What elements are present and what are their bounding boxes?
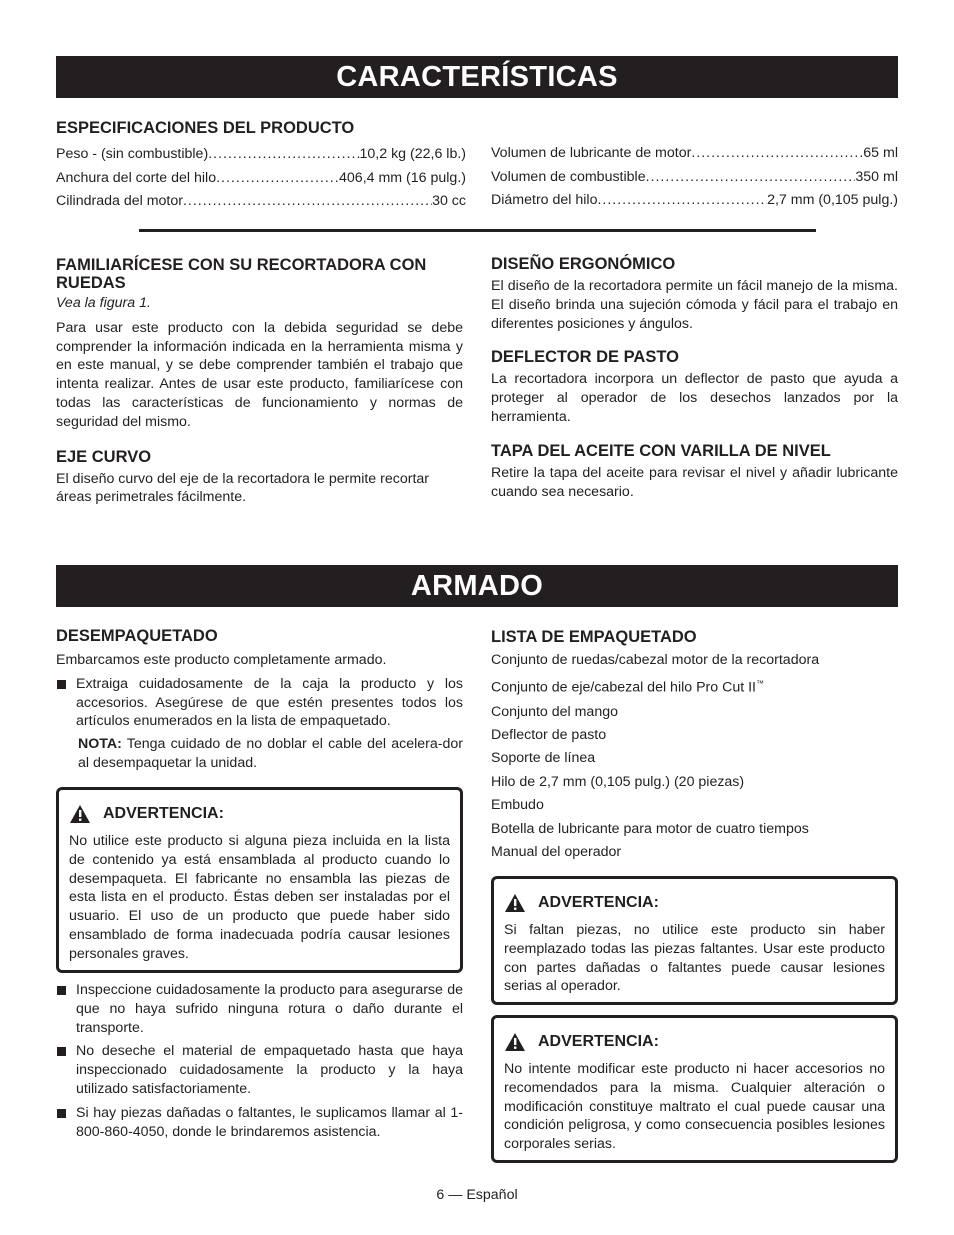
list-item: Botella de lubricante para motor de cuatro tiempos	[491, 820, 809, 837]
list-item: Embudo	[491, 797, 544, 814]
warning-body: No intente modificar este producto ni hacer accesorios no recomendados para la misma. Cualquier alteración o modificación constituye maltrato el cual puede causar una condición peligrosa, y como consecuencia posibles lesiones corporales serias.	[504, 1061, 885, 1153]
spec-leader	[216, 167, 339, 191]
eje-curvo-body: El diseño curvo del eje de la recortadora le permite recortar áreas perimetrales fácilmente.	[56, 470, 430, 506]
warning-header	[504, 893, 885, 913]
tapa-body: Retire la tapa del aceite para revisar el nivel y añadir lubricante cuando sea necesario.	[491, 464, 898, 500]
list-item	[56, 981, 463, 1037]
bullet-square-icon	[57, 1109, 66, 1118]
spec-row	[491, 142, 898, 166]
warning-triangle-icon	[504, 1032, 526, 1052]
deflector-heading: DEFLECTOR DE PASTO	[491, 348, 679, 367]
specs-heading: ESPECIFICACIONES DEL PRODUCTO	[56, 119, 355, 137]
spec-label: Volumen de combustible	[491, 168, 646, 185]
lista-heading: LISTA DE EMPAQUETADO	[491, 628, 697, 646]
deflector-body: La recortadora incorpora un deflector de pasto que ayuda a proteger al operador de los desechos lanzados por la herramienta.	[491, 371, 898, 425]
desempaquetado-intro: Embarcamos este producto completamente armado.	[56, 652, 387, 668]
spec-label: Anchura del corte del hilo	[56, 169, 217, 186]
spec-row	[56, 190, 466, 214]
spec-value: 350 ml	[855, 168, 898, 185]
desempaquetado-bullets	[56, 981, 463, 1141]
list-item-text: Conjunto de eje/cabezal del hilo Pro Cut II	[491, 680, 756, 697]
warning-box	[491, 876, 898, 1005]
warning-header	[69, 804, 450, 824]
bullet-text: Inspeccione cuidadosamente la producto para asegurarse de que no haya sufrido ninguna rotura o daño durante el transporte.	[76, 982, 463, 1036]
desempaquetado-heading: DESEMPAQUETADO	[56, 627, 218, 645]
spec-label: Diámetro del hilo	[491, 192, 598, 208]
section-divider	[139, 229, 816, 232]
spec-value: 2,7 mm (0,105 pulg.)	[767, 192, 898, 208]
figure-reference: Vea la figura 1.	[56, 295, 151, 311]
spec-leader	[208, 143, 359, 167]
diseno-body: El diseño de la recortadora permite un fácil manejo de la misma. El diseño brinda una sujeción cómoda y fácil para el trabajo en diferentes posiciones y ángulos.	[491, 278, 898, 332]
warning-header	[504, 1032, 885, 1052]
spec-value: 30 cc	[432, 193, 466, 209]
caracteristicas-banner: CARACTERÍSTICAS	[56, 56, 898, 98]
eje-curvo-heading: EJE CURVO	[56, 447, 152, 466]
spec-leader	[646, 166, 856, 190]
list-item: Deflector de pasto	[491, 726, 607, 743]
warning-triangle-icon	[504, 893, 526, 913]
page-footer: 6 — Español	[436, 1187, 518, 1203]
warning-label: ADVERTENCIA:	[103, 805, 224, 822]
warning-body: Si faltan piezas, no utilice este producto sin haber reemplazado todas las piezas faltantes. Usar este producto con partes dañadas o faltantes puede causar lesiones serias al operador.	[504, 922, 885, 995]
spec-row	[56, 167, 466, 191]
nota-body: Tenga cuidado de no doblar el cable del acelera-dor al desempaquetar la unidad.	[78, 736, 464, 771]
list-item: Conjunto del mango	[491, 703, 618, 720]
list-item: Manual del operador	[491, 843, 622, 860]
spec-leader	[183, 190, 432, 214]
spec-row	[491, 189, 898, 213]
nota-label: NOTA:	[78, 736, 122, 753]
armado-banner: ARMADO	[56, 565, 898, 607]
features-right-column	[491, 255, 898, 501]
spec-row	[491, 166, 898, 190]
bullet-text: No deseche el material de empaquetado hasta que haya inspeccionado cuidadosamente la producto y la haya utilizado satisfactoriamente.	[76, 1043, 463, 1097]
familiarice-heading: FAMILIARÍCESE CON SU RECORTADORA CON RUEDAS	[56, 256, 427, 292]
lista-section	[491, 628, 898, 864]
list-item: Soporte de línea	[491, 750, 596, 767]
bullet-text: Si hay piezas dañadas o faltantes, le suplicamos llamar al 1-800-860-4050, donde le brindaremos asistencia.	[76, 1104, 463, 1140]
features-left-column	[56, 256, 463, 507]
warning-label: ADVERTENCIA:	[538, 1033, 659, 1050]
trademark-mark: ™	[756, 679, 764, 689]
list-item	[56, 675, 463, 731]
bullet-square-icon	[57, 986, 66, 995]
list-item: Hilo de 2,7 mm (0,105 pulg.) (20 piezas)	[491, 773, 745, 790]
familiarice-body: Para usar este producto con la debida seguridad se debe comprender la información indicada en la herramienta misma y en este manual, y se debe comprender también el trabajo que intenta realizar. Antes de usar este producto, familiarícese con todas las características de funcionamiento y normas de seguridad del mismo.	[56, 319, 463, 430]
warning-triangle-icon	[69, 804, 91, 824]
list-item	[491, 672, 898, 700]
specs-right-column	[491, 142, 898, 213]
tapa-heading: TAPA DEL ACEITE CON VARILLA DE NIVEL	[491, 441, 831, 460]
spec-leader	[691, 142, 863, 166]
warning-body: No utilice este producto si alguna pieza incluida en la lista de contenido ya está ensamblada al producto cuando lo desempaqueta. El fabricante no ensambla las piezas de esta lista en el producto. Éstas deben ser instaladas por el usuario. El uso de un producto que puede haber sido ensamblado de forma inadecuada podría causar lesiones personales graves.	[69, 833, 450, 962]
diseno-heading: DISEÑO ERGONÓMICO	[491, 255, 676, 273]
spec-value: 406,4 mm (16 pulg.)	[339, 169, 466, 186]
spec-value: 10,2 kg (22,6 lb.)	[359, 146, 466, 162]
spec-label: Cilindrada del motor	[56, 193, 183, 209]
warning-box	[56, 787, 463, 973]
list-item: Conjunto de ruedas/cabezal motor de la recortadora	[491, 652, 820, 668]
specs-left-column	[56, 119, 466, 214]
bullet-square-icon	[57, 680, 66, 689]
warning-box	[491, 1015, 898, 1163]
spec-label: Volumen de lubricante de motor	[491, 145, 692, 161]
spec-leader	[597, 189, 767, 213]
desempaquetado-section	[56, 627, 463, 773]
bullet-text: Extraiga cuidadosamente de la caja la producto y los accesorios. Asegúrese de que estén presentes todos los artículos enumerados en la lista de empaquetado.	[76, 675, 463, 730]
nota	[56, 735, 463, 773]
spec-row	[56, 143, 466, 167]
bullet-square-icon	[57, 1047, 66, 1056]
warning-label: ADVERTENCIA:	[538, 894, 659, 911]
list-item	[56, 1104, 463, 1142]
list-item	[56, 1042, 463, 1098]
spec-label: Peso - (sin combustible)	[56, 146, 209, 162]
spec-value: 65 ml	[863, 145, 898, 161]
